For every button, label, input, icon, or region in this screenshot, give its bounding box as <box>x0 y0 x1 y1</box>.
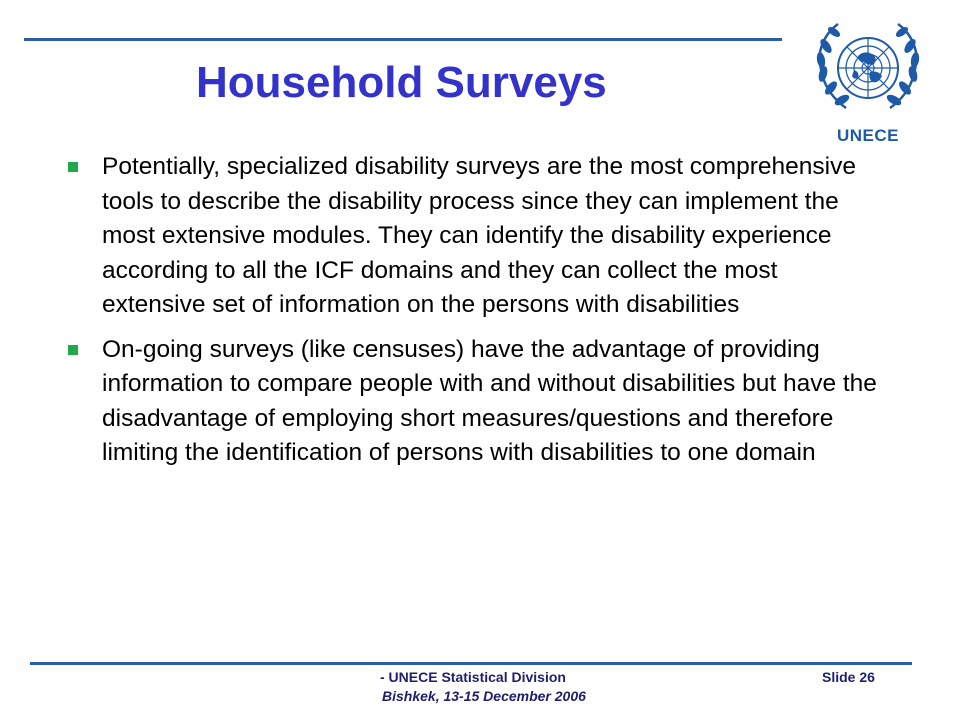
bullet-text: On-going surveys (like censuses) have the advantage of providing information to compare people with and without disabilities but have the disadvantage of employing short measures/questions and therefore limiting the identification of persons with disabilities to one domain <box>102 335 877 466</box>
slide-number: Slide 26 <box>822 669 875 685</box>
unece-logo <box>806 16 930 146</box>
slide-title: Household Surveys <box>196 58 607 107</box>
square-bullet-icon <box>68 162 78 172</box>
square-bullet-icon <box>68 345 78 355</box>
bullet-item <box>66 150 886 323</box>
un-emblem-icon <box>806 16 930 126</box>
bullet-item <box>66 333 886 471</box>
logo-label: UNECE <box>836 126 899 145</box>
bottom-divider-line <box>30 662 912 665</box>
bullet-text: Potentially, specialized disability surveys are the most comprehensive tools to describe the disability process since they can implement the most extensive modules. They can identify the disability experience according to all the ICF domains and they can collect the most extensive set of information on the persons with disabilities <box>102 153 856 318</box>
top-divider-line <box>24 38 782 41</box>
footer-location-date: Bishkek, 13-15 December 2006 <box>382 688 586 704</box>
bullet-list <box>66 150 886 481</box>
footer-organization: - UNECE Statistical Division <box>380 669 566 685</box>
